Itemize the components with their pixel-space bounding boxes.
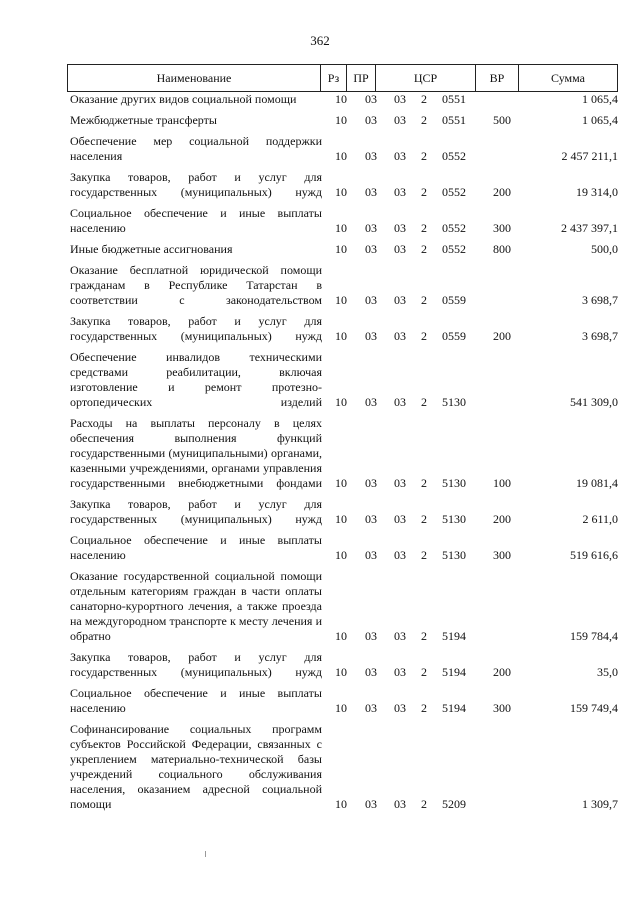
header-pr: ПР: [347, 65, 376, 92]
row-csr-part3: 5209: [442, 797, 466, 811]
page-number: 362: [310, 33, 330, 48]
table-row: [67, 650, 618, 680]
row-vr: 200: [493, 512, 511, 526]
row-name: Софинансирование социальных программ субъектов Российской Федерации, связанных с укреплением материально-технической базы учреждений социального обслуживания населения, оказанием адресной социальной помощи: [70, 722, 322, 811]
table-row: [67, 113, 618, 128]
row-sum: 19 314,0: [576, 185, 618, 199]
table-row: [67, 533, 618, 563]
table-row: [67, 92, 618, 107]
row-csr-part2: 2: [421, 185, 427, 199]
row-csr-part3: 0559: [442, 293, 466, 307]
header-rz: Рз: [321, 65, 347, 92]
row-rz: 10: [335, 395, 347, 409]
table-row: [67, 686, 618, 716]
row-sum: 3 698,7: [582, 329, 618, 343]
row-csr-part2: 2: [421, 329, 427, 343]
row-sum: 2 611,0: [582, 512, 618, 526]
row-csr-part2: 2: [421, 512, 427, 526]
row-csr-part3: 0552: [442, 221, 466, 235]
row-vr: 200: [493, 185, 511, 199]
table-row: [67, 206, 618, 236]
row-name: Закупка товаров, работ и услуг для государственных (муниципальных) нужд: [70, 650, 322, 679]
table-row: [67, 314, 618, 344]
row-csr-part1: 03: [394, 629, 406, 643]
row-pr: 03: [365, 512, 377, 526]
row-csr-part3: 5194: [442, 701, 466, 715]
row-sum: 2 457 211,1: [561, 149, 618, 163]
row-name: Закупка товаров, работ и услуг для государственных (муниципальных) нужд: [70, 497, 322, 526]
header-sum: Сумма: [519, 65, 618, 92]
row-rz: 10: [335, 665, 347, 679]
row-rz: 10: [335, 113, 347, 127]
table-row: [67, 242, 618, 257]
row-sum: 1 309,7: [582, 797, 618, 811]
row-csr-part2: 2: [421, 221, 427, 235]
row-name: Закупка товаров, работ и услуг для государственных (муниципальных) нужд: [70, 314, 322, 343]
row-vr: 500: [493, 113, 511, 127]
row-csr-part1: 03: [394, 293, 406, 307]
row-pr: 03: [365, 395, 377, 409]
row-pr: 03: [365, 476, 377, 490]
row-csr-part1: 03: [394, 701, 406, 715]
row-csr-part3: 5130: [442, 395, 466, 409]
row-rz: 10: [335, 548, 347, 562]
row-csr-part2: 2: [421, 113, 427, 127]
row-name: Оказание бесплатной юридической помощи гражданам в Республике Татарстан в соответствии с законодательством: [70, 263, 322, 307]
row-csr-part3: 5194: [442, 665, 466, 679]
row-sum: 519 616,6: [570, 548, 618, 562]
row-csr-part2: 2: [421, 701, 427, 715]
row-csr-part3: 5130: [442, 476, 466, 490]
row-name: Оказание государственной социальной помощи отдельным категориям граждан в части оплаты санаторно-курортного лечения, а также проезда на междугородном транспорте к месту лечения и обратно: [70, 569, 322, 643]
row-sum: 2 437 397,1: [561, 221, 618, 235]
row-csr-part2: 2: [421, 548, 427, 562]
row-sum: 35,0: [597, 665, 618, 679]
table-row: [67, 170, 618, 200]
row-name: Межбюджетные трансферты: [70, 113, 217, 127]
row-name: Обеспечение мер социальной поддержки населения: [70, 134, 322, 163]
row-pr: 03: [365, 797, 377, 811]
row-pr: 03: [365, 629, 377, 643]
row-rz: 10: [335, 512, 347, 526]
row-csr-part3: 5194: [442, 629, 466, 643]
row-sum: 159 784,4: [570, 629, 618, 643]
table-row: [67, 350, 618, 410]
row-name: Социальное обеспечение и иные выплаты населению: [70, 206, 322, 235]
scan-mark: [205, 851, 206, 857]
row-csr-part2: 2: [421, 242, 427, 256]
row-csr-part1: 03: [394, 242, 406, 256]
row-rz: 10: [335, 701, 347, 715]
row-sum: 541 309,0: [570, 395, 618, 409]
row-vr: 300: [493, 701, 511, 715]
row-name: Оказание других видов социальной помощи: [70, 92, 297, 106]
row-csr-part3: 0552: [442, 149, 466, 163]
row-vr: 200: [493, 665, 511, 679]
row-csr-part1: 03: [394, 797, 406, 811]
row-name: Расходы на выплаты персоналу в целях обеспечения выполнения функций государственными (муниципальными) органами, казенными учреждениями, органами управления государственными внебюджетными фондами: [70, 416, 322, 490]
row-vr: 300: [493, 221, 511, 235]
row-vr: 800: [493, 242, 511, 256]
row-csr-part1: 03: [394, 113, 406, 127]
row-csr-part3: 5130: [442, 512, 466, 526]
header-vr: ВР: [476, 65, 519, 92]
row-rz: 10: [335, 242, 347, 256]
row-csr-part1: 03: [394, 329, 406, 343]
row-csr-part1: 03: [394, 149, 406, 163]
row-name: Социальное обеспечение и иные выплаты населению: [70, 686, 322, 715]
row-sum: 3 698,7: [582, 293, 618, 307]
row-csr-part3: 0551: [442, 113, 466, 127]
row-pr: 03: [365, 242, 377, 256]
table-row: [67, 722, 618, 812]
row-pr: 03: [365, 701, 377, 715]
row-name: Социальное обеспечение и иные выплаты населению: [70, 533, 322, 562]
row-csr-part2: 2: [421, 293, 427, 307]
row-pr: 03: [365, 113, 377, 127]
row-csr-part3: 0552: [442, 185, 466, 199]
row-pr: 03: [365, 293, 377, 307]
table-row: [67, 134, 618, 164]
row-name: Обеспечение инвалидов техническими средствами реабилитации, включая изготовление и ремонт протезно-ортопедических изделий: [70, 350, 322, 409]
header-name: Наименование: [68, 65, 321, 92]
row-csr-part2: 2: [421, 797, 427, 811]
row-sum: 1 065,4: [582, 113, 618, 127]
row-vr: 300: [493, 548, 511, 562]
row-csr-part3: 0551: [442, 92, 466, 106]
row-name: Иные бюджетные ассигнования: [70, 242, 233, 256]
row-csr-part1: 03: [394, 548, 406, 562]
row-csr-part1: 03: [394, 185, 406, 199]
row-rz: 10: [335, 476, 347, 490]
row-sum: 159 749,4: [570, 701, 618, 715]
row-rz: 10: [335, 329, 347, 343]
row-rz: 10: [335, 797, 347, 811]
row-pr: 03: [365, 185, 377, 199]
table-header: [67, 64, 618, 92]
row-csr-part3: 5130: [442, 548, 466, 562]
row-csr-part2: 2: [421, 476, 427, 490]
row-rz: 10: [335, 293, 347, 307]
row-csr-part2: 2: [421, 149, 427, 163]
row-rz: 10: [335, 221, 347, 235]
row-csr-part3: 0559: [442, 329, 466, 343]
row-sum: 1 065,4: [582, 92, 618, 106]
row-csr-part1: 03: [394, 476, 406, 490]
row-csr-part2: 2: [421, 629, 427, 643]
table-row: [67, 569, 618, 644]
row-csr-part1: 03: [394, 92, 406, 106]
row-csr-part1: 03: [394, 512, 406, 526]
row-rz: 10: [335, 149, 347, 163]
table-row: [67, 263, 618, 308]
row-sum: 500,0: [591, 242, 618, 256]
row-rz: 10: [335, 92, 347, 106]
row-rz: 10: [335, 185, 347, 199]
row-sum: 19 081,4: [576, 476, 618, 490]
row-csr-part2: 2: [421, 92, 427, 106]
row-pr: 03: [365, 221, 377, 235]
table-row: [67, 497, 618, 527]
row-pr: 03: [365, 665, 377, 679]
row-pr: 03: [365, 92, 377, 106]
row-csr-part1: 03: [394, 395, 406, 409]
row-vr: 100: [493, 476, 511, 490]
row-csr-part3: 0552: [442, 242, 466, 256]
row-csr-part2: 2: [421, 395, 427, 409]
header-csr: ЦСР: [376, 65, 476, 92]
row-pr: 03: [365, 548, 377, 562]
row-vr: 200: [493, 329, 511, 343]
row-csr-part1: 03: [394, 665, 406, 679]
row-rz: 10: [335, 629, 347, 643]
row-csr-part1: 03: [394, 221, 406, 235]
row-csr-part2: 2: [421, 665, 427, 679]
row-pr: 03: [365, 149, 377, 163]
row-pr: 03: [365, 329, 377, 343]
table-body: [67, 92, 618, 818]
row-name: Закупка товаров, работ и услуг для государственных (муниципальных) нужд: [70, 170, 322, 199]
table-row: [67, 416, 618, 491]
